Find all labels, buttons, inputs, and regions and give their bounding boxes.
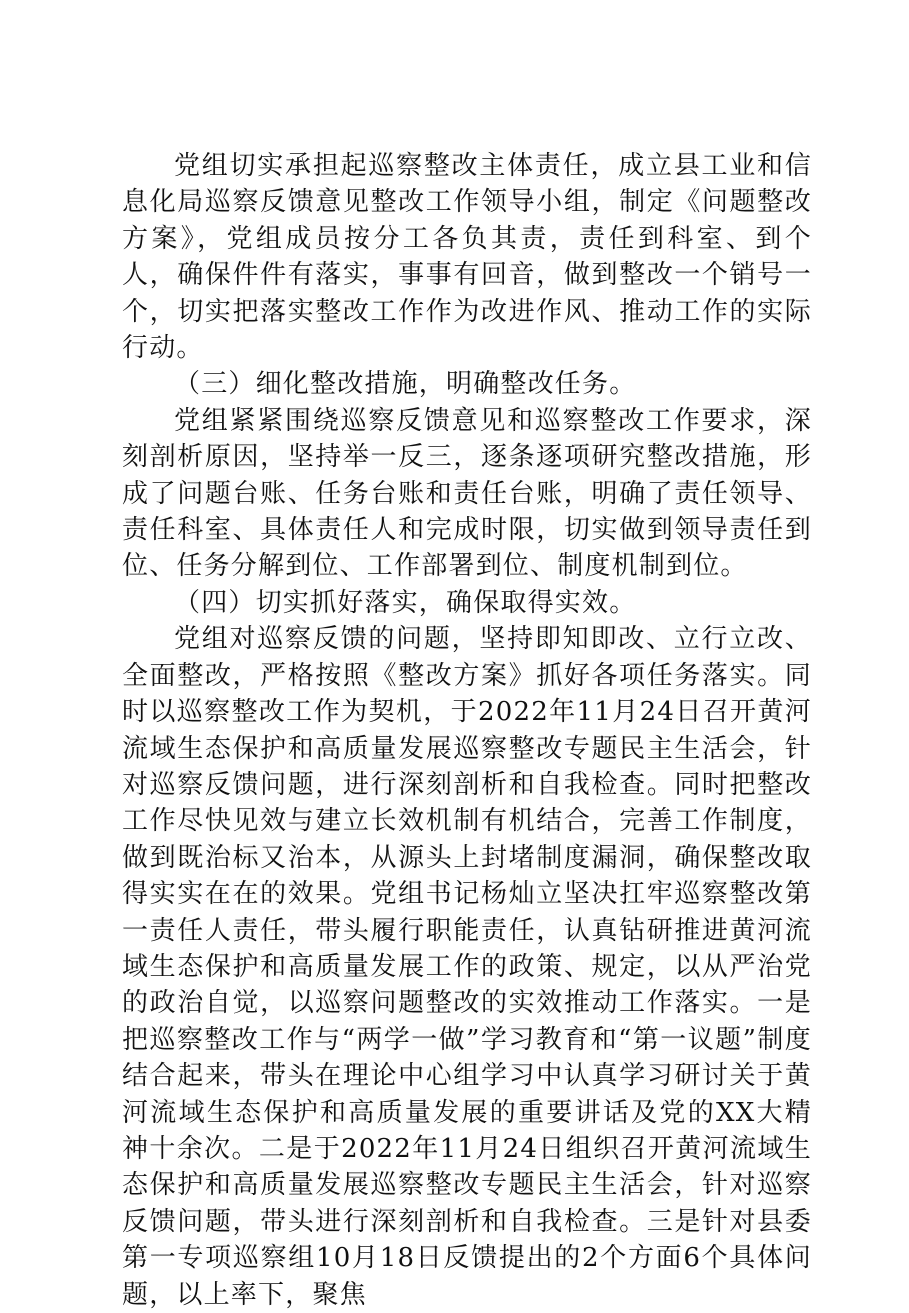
document-body	[122, 148, 812, 1313]
paragraph-implementation: 党组对巡察反馈的问题，坚持即知即改、立行立改、全面整改，严格按照《整改方案》抓好各项任务落实。同时以巡察整改工作为契机，于2022年11月24日召开黄河流域生态保护和高质量发展巡察整改专题民主生活会，针对巡察反馈问题，进行深刻剖析和自我检查。同时把整改工作尽快见效与建立长效机制有机结合，完善工作制度，做到既治标又治本，从源头上封堵制度漏洞，确保整改取得实实在在的效果。党组书记杨灿立坚决扛牢巡察整改第一责任人责任，带头履行职能责任，认真钻研推进黄河流域生态保护和高质量发展工作的政策、规定，以从严治党的政治自觉，以巡察问题整改的实效推动工作落实。一是把巡察整改工作与“两学一做”学习教育和“第一议题”制度结合起来，带头在理论中心组学习中认真学习研讨关于黄河流域生态保护和高质量发展的重要讲话及党的XX大精神十余次。二是于2022年11月24日组织召开黄河流域生态保护和高质量发展巡察整改专题民主生活会，针对巡察反馈问题，带头进行深刻剖析和自我检查。三是针对县委第一专项巡察组10月18日反馈提出的2个方面6个具体问题，以上率下，聚焦	[122, 624, 812, 1310]
section-heading-3: （三）细化整改措施，明确整改任务。	[174, 369, 637, 400]
section-heading-4: （四）切实抓好落实，确保取得实效。	[174, 587, 637, 618]
paragraph-responsibility: 党组切实承担起巡察整改主体责任，成立县工业和信息化局巡察反馈意见整改工作领导小组，制定《问题整改方案》，党组成员按分工各负其责，责任到科室、到个人，确保件件有落实，事事有回音，做到整改一个销号一个，切实把落实整改工作作为改进作风、推动工作的实际行动。	[122, 151, 812, 364]
paragraph-measures: 党组紧紧围绕巡察反馈意见和巡察整改工作要求，深刻剖析原因，坚持举一反三，逐条逐项研究整改措施，形成了问题台账、任务台账和责任台账，明确了责任领导、责任科室、具体责任人和完成时限，切实做到领导责任到位、任务分解到位、工作部署到位、制度机制到位。	[122, 405, 812, 582]
